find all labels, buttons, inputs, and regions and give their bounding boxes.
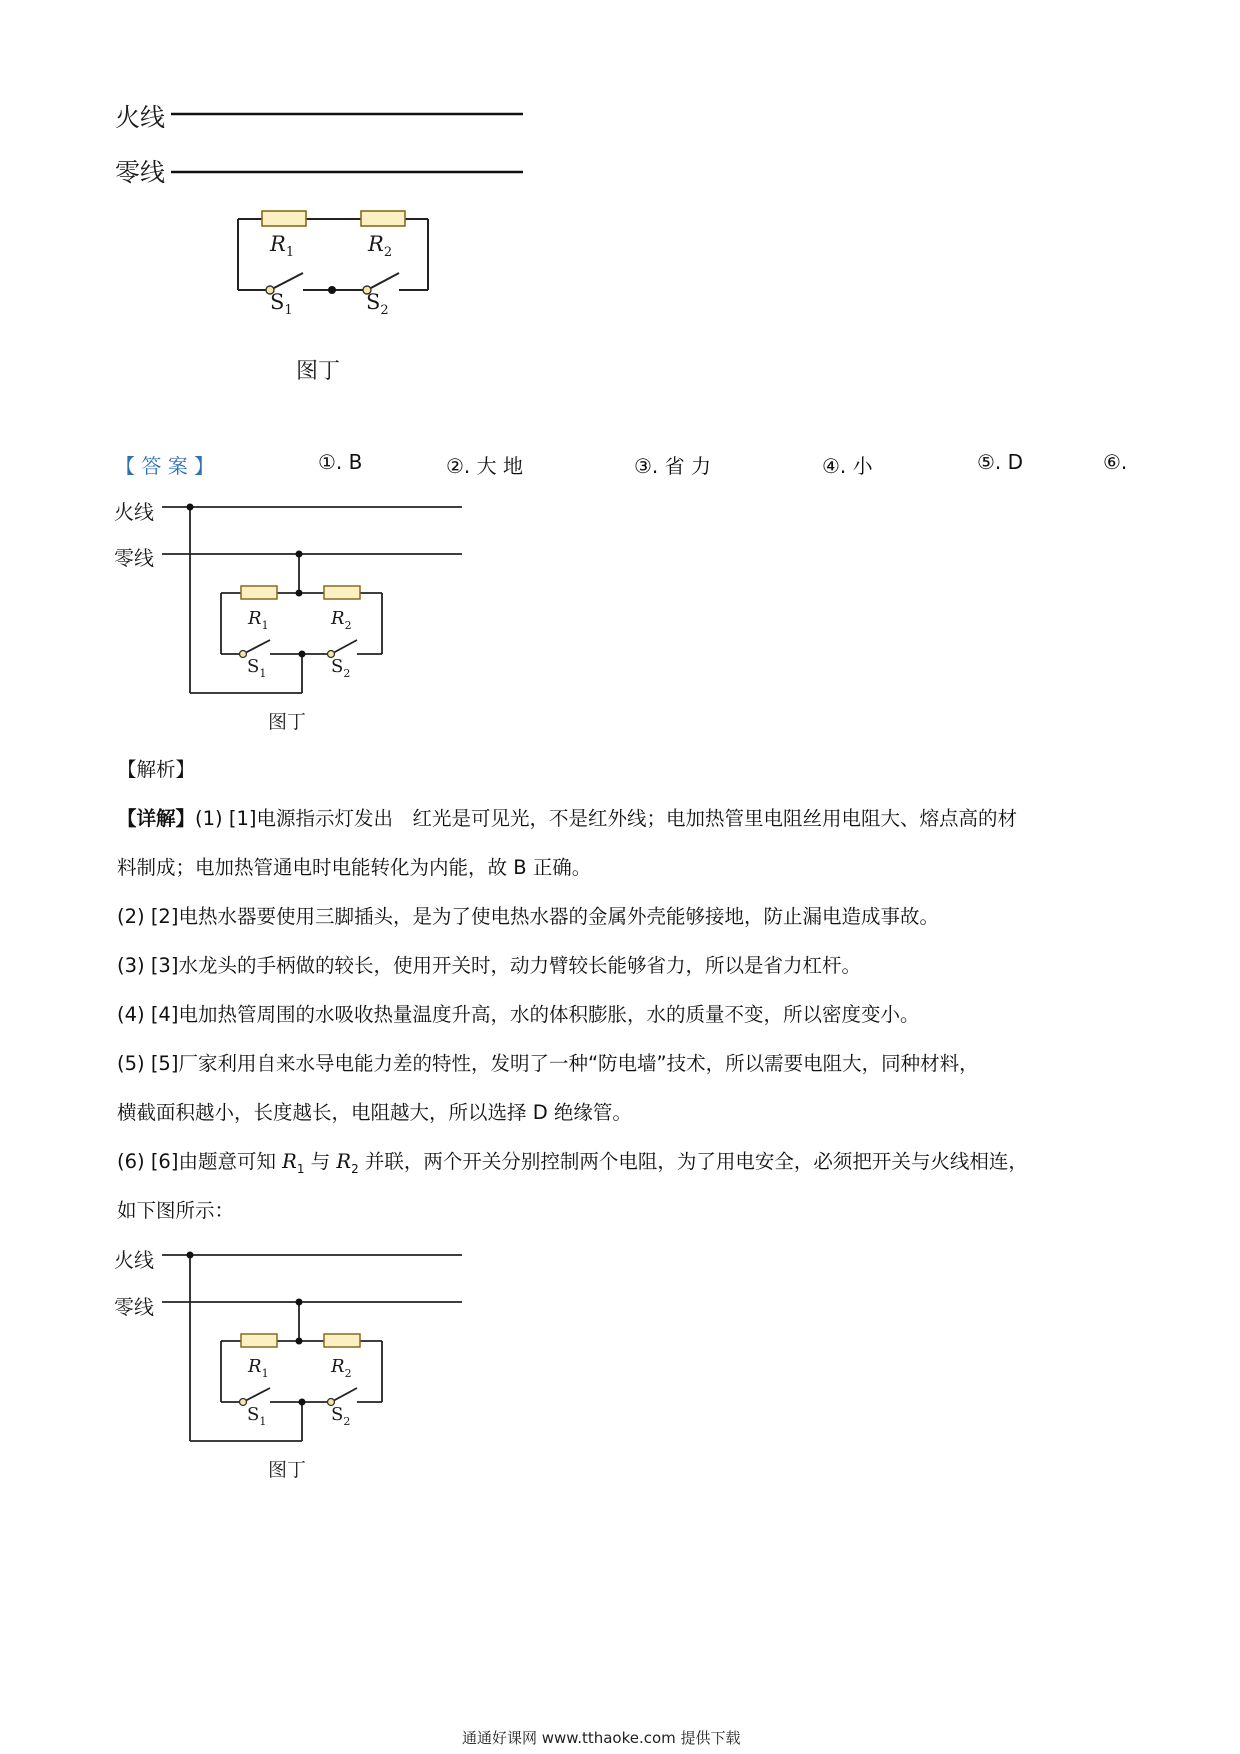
analysis-neutral-wire-label: 零线 (114, 1295, 154, 1319)
analysis-paragraph-1b: 料制成；电加热管通电时电能转化为内能，故 B 正确。 (117, 856, 592, 879)
answer-item-6: ⑥. (1103, 450, 1128, 474)
answer-r2-label: $R_2$ (331, 608, 352, 632)
answer-item-3: ③. 省 力 (634, 454, 712, 478)
analysis-resistor-r1 (241, 1334, 277, 1347)
analysis-paragraph-6b: 如下图所示： (117, 1199, 235, 1222)
analysis-junction-top (296, 1338, 303, 1345)
answer-resistor-r1 (241, 586, 277, 599)
figure-caption-answer: 图丁 (268, 711, 307, 733)
circuit-diagram-analysis (0, 1228, 500, 1458)
answer-s2-label: $S_2$ (331, 656, 351, 680)
neutral-wire-label: 零线 (115, 158, 166, 187)
analysis-paragraph-4: (4) [4]电加热管周围的水吸收热量温度升高，水的体积膨胀，水的质量不变，所以密度变小。 (117, 1003, 920, 1026)
analysis-r1-label: $R_1$ (248, 1356, 269, 1380)
detail-tag: 【详解】 (117, 807, 196, 830)
figure-caption-top: 图丁 (296, 359, 341, 384)
analysis-paragraph-5b: 横截面积越小，长度越长，电阻越大，所以选择 D 绝缘管。 (117, 1101, 632, 1124)
analysis-paragraph-6a: (6) [6]由题意可知 $R_1$ 与 $R_2$ 并联，两个开关分别控制两个电阻，为了用电安全，必须把开关与火线相连， (117, 1150, 1028, 1176)
answer-heading: 【 答 案 】 (115, 454, 215, 478)
answer-junction-bottom (299, 651, 306, 658)
answer-switch-s1-contact (240, 651, 247, 658)
answer-junction-top (296, 590, 303, 597)
s1-label: $S_1$ (270, 290, 293, 318)
live-wire-label: 火线 (115, 103, 166, 132)
circuit-diagram-answer (0, 480, 500, 710)
analysis-heading: 【解析】 (117, 758, 196, 781)
analysis-s2-label: $S_2$ (331, 1404, 351, 1428)
figure-caption-analysis: 图丁 (268, 1459, 307, 1481)
r2-label: $R_2$ (368, 232, 393, 260)
answer-junction-live (187, 504, 194, 511)
analysis-junction-bottom (299, 1399, 306, 1406)
answer-s1-label: $S_1$ (247, 656, 267, 680)
answer-item-2: ②. 大 地 (446, 454, 524, 478)
analysis-paragraph-2: (2) [2]电热水器要使用三脚插头，是为了使电热水器的金属外壳能够接地，防止漏电造成事故。 (117, 905, 939, 928)
r1-label: $R_1$ (270, 232, 295, 260)
analysis-s1-label: $S_1$ (247, 1404, 267, 1428)
analysis-paragraph-3: (3) [3]水龙头的手柄做的较长，使用开关时，动力臂较长能够省力，所以是省力杠杆。 (117, 954, 861, 977)
answer-item-5: ⑤. D (977, 450, 1024, 474)
footer-text: 通通好课网 www.tthaoke.com 提供下载 (462, 1729, 741, 1747)
answer-live-wire-label: 火线 (114, 500, 154, 524)
answer-item-1: ①. B (318, 450, 363, 474)
analysis-junction-live (187, 1252, 194, 1259)
answer-item-4: ④. 小 (822, 454, 873, 478)
analysis-resistor-r2 (324, 1334, 360, 1347)
analysis-paragraph-1a: 【详解】(1) [1]电源指示灯发出 红光是可见光，不是红外线；电加热管里电阻丝用电阻大、熔点高的材 (117, 807, 1017, 830)
s2-label: $S_2$ (366, 290, 389, 318)
analysis-r2-label: $R_2$ (331, 1356, 352, 1380)
answer-r1-label: $R_1$ (248, 608, 269, 632)
analysis-junction-neutral (296, 1299, 303, 1306)
answer-neutral-wire-label: 零线 (114, 546, 154, 570)
analysis-switch-s1-contact (240, 1399, 247, 1406)
answer-junction-neutral (296, 551, 303, 558)
resistor-r2 (361, 211, 405, 226)
answer-resistor-r2 (324, 586, 360, 599)
junction-dot (328, 286, 336, 294)
resistor-r1 (262, 211, 306, 226)
analysis-paragraph-5a: (5) [5]厂家利用自来水导电能力差的特性，发明了一种“防电墙”技术，所以需要电阻大，同种材料， (117, 1052, 979, 1075)
circuit-diagram-top (0, 0, 600, 340)
analysis-live-wire-label: 火线 (114, 1248, 154, 1272)
